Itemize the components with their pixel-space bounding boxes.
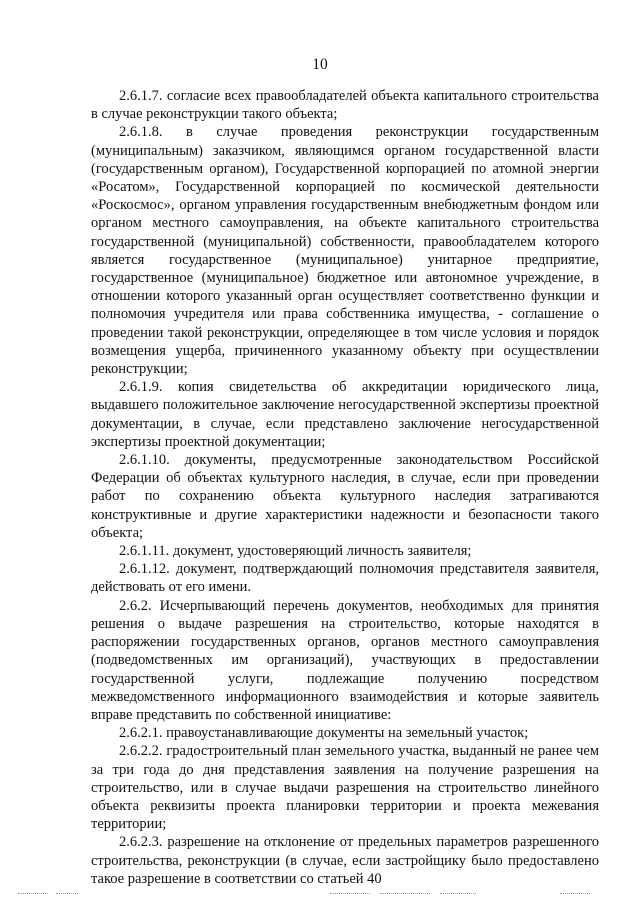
- clause-2-6-1-10: 2.6.1.10. документы, предусмотренные законодательством Российской Федерации об объектах культурного наследия, в случае, если при проведении работ по сохранению объекта культурного наследия затрагиваются конструктивные и другие характеристики надежности и безопасности такого объекта;: [91, 452, 599, 541]
- clause-2-6-1-8: 2.6.1.8. в случае проведения реконструкции государственным (муниципальным) заказчиком, являющимся органом государственной власти (государственным органом), Государственной корпорацией по атомной энергии «Росатом», Государственной корпорацией по космической деятельности «Роскосмос», органом управления государственным внебюджетным фондом или органом местного самоуправления, на объекте капитального строительства государственной (муниципальной) собственности, правообладателем которого является государственное (муниципальное) унитарное предприятие, государственное (муниципальное) бюджетное или автономное учреждение, в отношении которого указанный орган осуществляет соответственно функции и полномочия учредителя или права собственника имущества, - соглашение о проведении такой реконструкции, определяющее в том числе условия и порядок возмещения ущерба, причиненного указанному объекту при осуществлении реконструкции;: [91, 124, 599, 378]
- scan-mark: [330, 893, 370, 895]
- page-number: 10: [312, 56, 328, 73]
- scan-mark: [440, 893, 476, 895]
- clause-2-6-2-3: 2.6.2.3. разрешение на отклонение от предельных параметров разрешенного строительства, реконструкции (в случае, если застройщику было предоставлено такое разрешение в соответствии со статьей 40: [91, 834, 599, 887]
- clause-2-6-2-1: 2.6.2.1. правоустанавливающие документы на земельный участок;: [119, 725, 529, 742]
- scan-mark: [380, 893, 430, 895]
- clause-2-6-1-12: 2.6.1.12. документ, подтверждающий полномочия представителя заявителя, действовать от его имени.: [91, 561, 599, 596]
- scan-mark: [18, 893, 48, 895]
- document-body: [91, 87, 599, 888]
- clause-2-6-1-7: 2.6.1.7. согласие всех правообладателей объекта капитального строительства в случае реконструкции такого объекта;: [91, 88, 599, 123]
- clause-2-6-1-9: 2.6.1.9. копия свидетельства об аккредитации юридического лица, выдавшего положительное заключение негосударственной экспертизы проектной документации, в случае, если представлено заключение негосударственной экспертизы проектной документации;: [91, 379, 599, 450]
- scan-edge-marks: [0, 893, 640, 899]
- clause-2-6-2: 2.6.2. Исчерпывающий перечень документов, необходимых для принятия решения о выдаче разрешения на строительство, которые находятся в распоряжении государственных органов, органов местного самоуправления (подведомственных им организаций), участвующих в предоставлении государственной услуги, подлежащие получению посредством межведомственного информационного взаимодействия и которые заявитель вправе представить по собственной инициативе:: [91, 597, 599, 723]
- clause-2-6-1-11: 2.6.1.11. документ, удостоверяющий личность заявителя;: [119, 543, 472, 560]
- clause-2-6-2-2: 2.6.2.2. градостроительный план земельного участка, выданный не ранее чем за три года до дня представления заявления на получение разрешения на строительство, или в случае выдачи разрешения на строительство линейного объекта реквизиты проекта планировки территории и проекта межевания территории;: [91, 743, 599, 833]
- scan-mark: [56, 893, 78, 895]
- scan-mark: [560, 893, 590, 895]
